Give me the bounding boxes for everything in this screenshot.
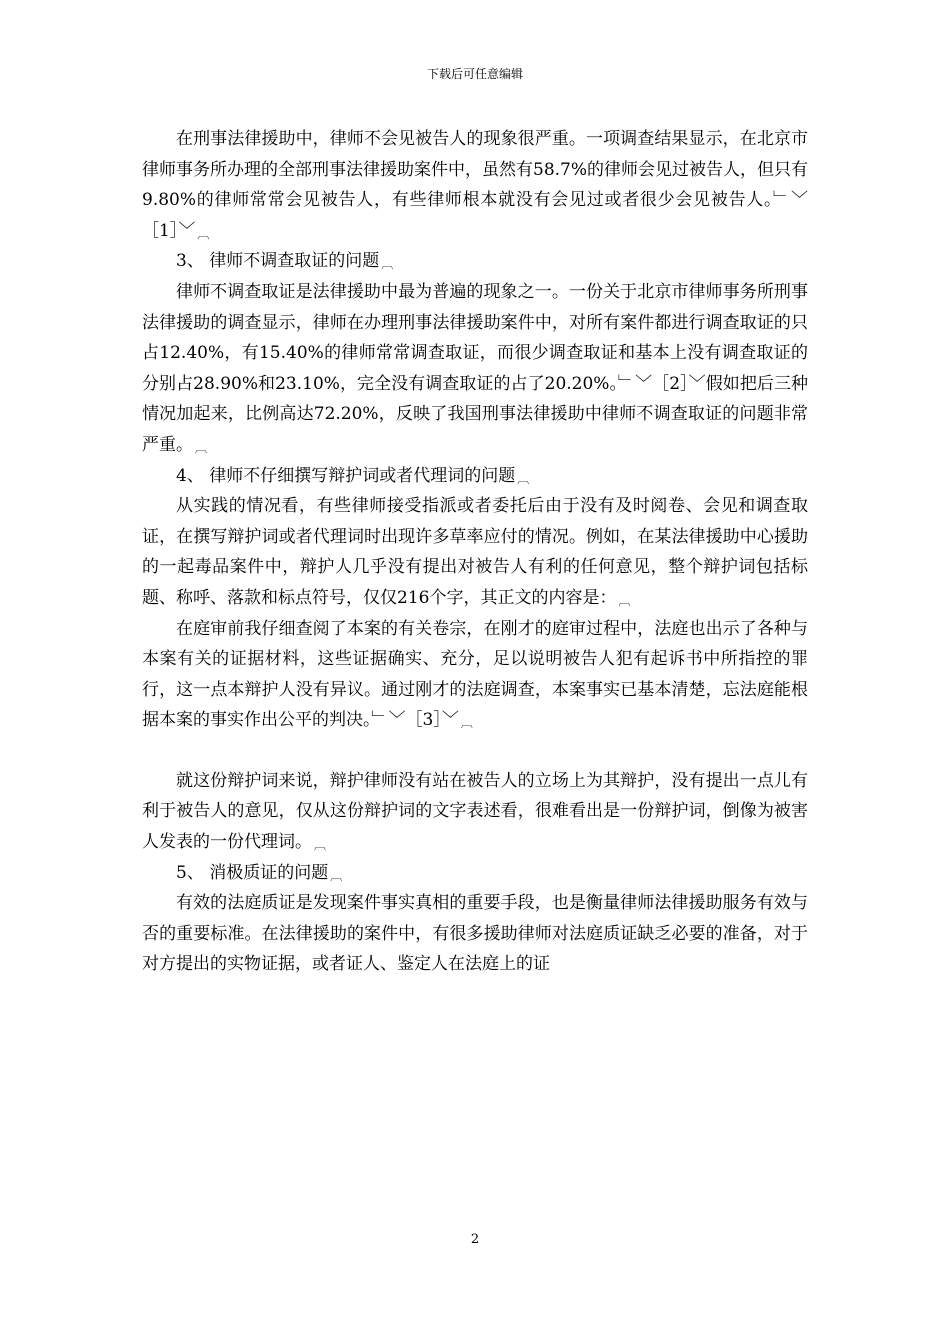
header-text: 下载后可任意编辑	[426, 67, 523, 81]
paragraph-6	[142, 888, 808, 980]
section-heading-3-text: 3、 律师不调查取证的问题	[176, 251, 380, 272]
blank-line	[142, 736, 808, 766]
page-number: 2	[470, 1232, 480, 1247]
paragraph-mark: ︹	[197, 226, 210, 241]
section-heading-4-text: 4、 律师不仔细撰写辩护词或者代理词的问题	[176, 465, 516, 486]
paragraph-mark: ︹	[330, 868, 343, 883]
paragraph-mark: ︹	[381, 257, 394, 272]
paragraph-mark: ︹	[618, 593, 631, 608]
paragraph-1	[142, 124, 808, 246]
section-heading-5-text: 5、 消极质证的问题	[176, 862, 329, 883]
paragraph-4-text: 在庭审前我仔细查阅了本案的有关卷宗，在刚才的庭审过程中，法庭也出示了各种与本案有关的证据材料，这些证据确实、充分，足以说明被告人犯有起诉书中所指控的罪行，这一点本辩护人没有异议。通过刚才的法庭调查，本案事实已基本清楚，忘法庭能根据本案的事实作出公平的判决。﹂﹀［3］﹀	[142, 618, 808, 731]
paragraph-mark: ︹	[195, 440, 208, 455]
paragraph-5	[142, 766, 808, 858]
paragraph-3	[142, 491, 808, 613]
paragraph-2-text: 律师不调查取证是法律援助中最为普遍的现象之一。一份关于北京市律师事务所刑事法律援助的调查显示，律师在办理刑事法律援助案件中，对所有案件都进行调查取证的只占12.40%，有15.40%的律师常常调查取证，而很少调查取证和基本上没有调查取证的分别占28.90%和23.10%，完全没有调查取证的占了20.20%。﹂﹀［2］﹀假如把后三种情况加起来，比例高达72.20%，反映了我国刑事法律援助中律师不调查取证的问题非常严重。	[142, 281, 808, 455]
section-heading-3	[142, 246, 808, 277]
page-header	[0, 66, 950, 82]
document-body	[142, 124, 808, 980]
paragraph-3-text: 从实践的情况看，有些律师接受指派或者委托后由于没有及时阅卷、会见和调查取证，在撰写辩护词或者代理词时出现许多草率应付的情况。例如，在某法律援助中心援助的一起毒品案件中，辩护人几乎没有提出对被告人有利的任何意见，整个辩护词包括标题、称呼、落款和标点符号，仅仅216个字，其正文的内容是：	[142, 496, 808, 608]
section-heading-5	[142, 858, 808, 889]
paragraph-mark: ︹	[460, 716, 473, 731]
paragraph-4-quote	[142, 614, 808, 736]
paragraph-6-text: 有效的法庭质证是发现案件事实真相的重要手段，也是衡量律师法律援助服务有效与否的重要标准。在法律援助的案件中，有很多援助律师对法庭质证缺乏必要的准备，对于对方提出的实物证据，或者证人、鉴定人在法庭上的证	[142, 893, 808, 975]
paragraph-5-text: 就这份辩护词来说，辩护律师没有站在被告人的立场上为其辩护，没有提出一点儿有利于被告人的意见，仅从这份辩护词的文字表述看，很难看出是一份辩护词，倒像为被害人发表的一份代理词。	[142, 770, 808, 853]
paragraph-2	[142, 277, 808, 461]
paragraph-1-text: 在刑事法律援助中，律师不会见被告人的现象很严重。一项调查结果显示，在北京市律师事务所办理的全部刑事法律援助案件中，虽然有58.7%的律师会见过被告人，但只有9.80%的律师常常会见被告人，有些律师根本就没有会见过或者很少会见被告人。﹂﹀［1］﹀	[142, 129, 809, 241]
page-footer	[0, 1232, 950, 1248]
section-heading-4	[142, 461, 808, 492]
paragraph-mark: ︹	[314, 838, 327, 853]
paragraph-mark: ︹	[517, 471, 530, 486]
